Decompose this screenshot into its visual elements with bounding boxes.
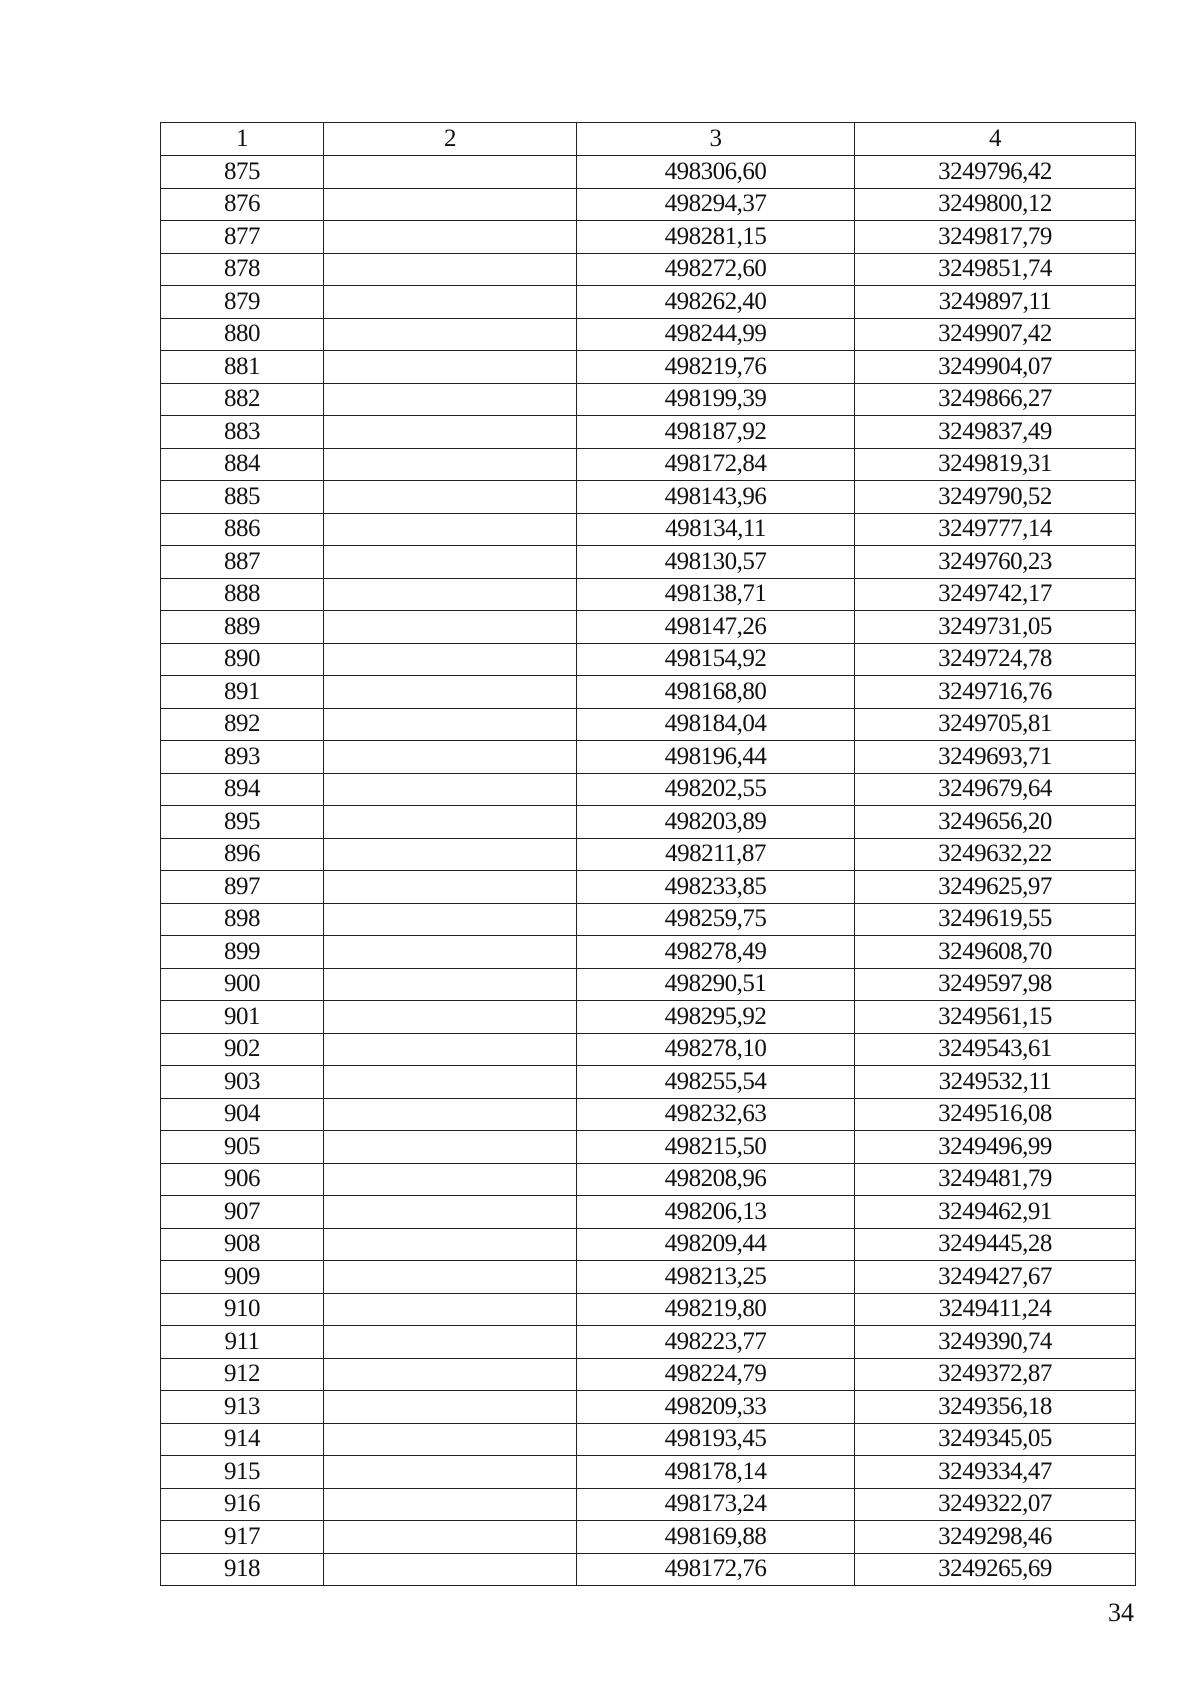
blank-cell xyxy=(324,383,577,416)
y-coordinate-cell: 3249345,05 xyxy=(855,1423,1136,1456)
column-header-1: 1 xyxy=(161,123,324,156)
table-row xyxy=(161,838,1136,871)
point-number-cell: 895 xyxy=(161,806,324,839)
blank-cell xyxy=(324,416,577,449)
point-number-cell: 885 xyxy=(161,481,324,514)
blank-cell xyxy=(324,1033,577,1066)
point-number-cell: 893 xyxy=(161,741,324,774)
table-row xyxy=(161,1358,1136,1391)
point-number-cell: 904 xyxy=(161,1098,324,1131)
x-coordinate-cell: 498219,80 xyxy=(577,1293,855,1326)
x-coordinate-cell: 498172,84 xyxy=(577,448,855,481)
point-number-cell: 881 xyxy=(161,351,324,384)
table-row xyxy=(161,1196,1136,1229)
y-coordinate-cell: 3249897,11 xyxy=(855,286,1136,319)
blank-cell xyxy=(324,903,577,936)
table-row xyxy=(161,806,1136,839)
x-coordinate-cell: 498290,51 xyxy=(577,968,855,1001)
x-coordinate-cell: 498184,04 xyxy=(577,708,855,741)
blank-cell xyxy=(324,253,577,286)
blank-cell xyxy=(324,1261,577,1294)
y-coordinate-cell: 3249411,24 xyxy=(855,1293,1136,1326)
y-coordinate-cell: 3249334,47 xyxy=(855,1456,1136,1489)
blank-cell xyxy=(324,1228,577,1261)
x-coordinate-cell: 498143,96 xyxy=(577,481,855,514)
y-coordinate-cell: 3249693,71 xyxy=(855,741,1136,774)
point-number-cell: 901 xyxy=(161,1001,324,1034)
blank-cell xyxy=(324,1293,577,1326)
x-coordinate-cell: 498224,79 xyxy=(577,1358,855,1391)
point-number-cell: 913 xyxy=(161,1391,324,1424)
y-coordinate-cell: 3249800,12 xyxy=(855,188,1136,221)
column-header-3: 3 xyxy=(577,123,855,156)
table-row xyxy=(161,448,1136,481)
point-number-cell: 883 xyxy=(161,416,324,449)
point-number-cell: 877 xyxy=(161,221,324,254)
blank-cell xyxy=(324,1131,577,1164)
blank-cell xyxy=(324,546,577,579)
x-coordinate-cell: 498196,44 xyxy=(577,741,855,774)
x-coordinate-cell: 498278,10 xyxy=(577,1033,855,1066)
point-number-cell: 896 xyxy=(161,838,324,871)
x-coordinate-cell: 498255,54 xyxy=(577,1066,855,1099)
x-coordinate-cell: 498281,15 xyxy=(577,221,855,254)
table-row xyxy=(161,1326,1136,1359)
y-coordinate-cell: 3249656,20 xyxy=(855,806,1136,839)
x-coordinate-cell: 498244,99 xyxy=(577,318,855,351)
x-coordinate-cell: 498208,96 xyxy=(577,1163,855,1196)
table-row xyxy=(161,286,1136,319)
y-coordinate-cell: 3249543,61 xyxy=(855,1033,1136,1066)
blank-cell xyxy=(324,643,577,676)
blank-cell xyxy=(324,1553,577,1586)
x-coordinate-cell: 498232,63 xyxy=(577,1098,855,1131)
point-number-cell: 910 xyxy=(161,1293,324,1326)
point-number-cell: 909 xyxy=(161,1261,324,1294)
y-coordinate-cell: 3249866,27 xyxy=(855,383,1136,416)
point-number-cell: 916 xyxy=(161,1488,324,1521)
point-number-cell: 888 xyxy=(161,578,324,611)
table-row xyxy=(161,1033,1136,1066)
blank-cell xyxy=(324,1423,577,1456)
page-number: 34 xyxy=(1108,1598,1134,1627)
point-number-cell: 906 xyxy=(161,1163,324,1196)
point-number-cell: 880 xyxy=(161,318,324,351)
point-number-cell: 917 xyxy=(161,1521,324,1554)
point-number-cell: 890 xyxy=(161,643,324,676)
table-row xyxy=(161,351,1136,384)
y-coordinate-cell: 3249516,08 xyxy=(855,1098,1136,1131)
y-coordinate-cell: 3249265,69 xyxy=(855,1553,1136,1586)
y-coordinate-cell: 3249427,67 xyxy=(855,1261,1136,1294)
x-coordinate-cell: 498168,80 xyxy=(577,676,855,709)
y-coordinate-cell: 3249705,81 xyxy=(855,708,1136,741)
point-number-cell: 886 xyxy=(161,513,324,546)
blank-cell xyxy=(324,741,577,774)
y-coordinate-cell: 3249716,76 xyxy=(855,676,1136,709)
table-row xyxy=(161,546,1136,579)
blank-cell xyxy=(324,611,577,644)
y-coordinate-cell: 3249760,23 xyxy=(855,546,1136,579)
x-coordinate-cell: 498199,39 xyxy=(577,383,855,416)
table-row xyxy=(161,1066,1136,1099)
point-number-cell: 912 xyxy=(161,1358,324,1391)
blank-cell xyxy=(324,1326,577,1359)
point-number-cell: 879 xyxy=(161,286,324,319)
blank-cell xyxy=(324,221,577,254)
x-coordinate-cell: 498138,71 xyxy=(577,578,855,611)
table-row xyxy=(161,1131,1136,1164)
table-row xyxy=(161,513,1136,546)
blank-cell xyxy=(324,871,577,904)
x-coordinate-cell: 498259,75 xyxy=(577,903,855,936)
table-row xyxy=(161,1553,1136,1586)
table-row xyxy=(161,1001,1136,1034)
table-row xyxy=(161,871,1136,904)
y-coordinate-cell: 3249481,79 xyxy=(855,1163,1136,1196)
point-number-cell: 878 xyxy=(161,253,324,286)
x-coordinate-cell: 498193,45 xyxy=(577,1423,855,1456)
y-coordinate-cell: 3249796,42 xyxy=(855,156,1136,189)
x-coordinate-cell: 498215,50 xyxy=(577,1131,855,1164)
point-number-cell: 891 xyxy=(161,676,324,709)
table-row xyxy=(161,643,1136,676)
point-number-cell: 898 xyxy=(161,903,324,936)
point-number-cell: 889 xyxy=(161,611,324,644)
x-coordinate-cell: 498206,13 xyxy=(577,1196,855,1229)
point-number-cell: 887 xyxy=(161,546,324,579)
point-number-cell: 915 xyxy=(161,1456,324,1489)
y-coordinate-cell: 3249724,78 xyxy=(855,643,1136,676)
x-coordinate-cell: 498187,92 xyxy=(577,416,855,449)
x-coordinate-cell: 498306,60 xyxy=(577,156,855,189)
point-number-cell: 899 xyxy=(161,936,324,969)
x-coordinate-cell: 498169,88 xyxy=(577,1521,855,1554)
y-coordinate-cell: 3249817,79 xyxy=(855,221,1136,254)
table-row xyxy=(161,1293,1136,1326)
blank-cell xyxy=(324,1098,577,1131)
y-coordinate-cell: 3249625,97 xyxy=(855,871,1136,904)
x-coordinate-cell: 498178,14 xyxy=(577,1456,855,1489)
table-row xyxy=(161,1456,1136,1489)
point-number-cell: 875 xyxy=(161,156,324,189)
x-coordinate-cell: 498233,85 xyxy=(577,871,855,904)
blank-cell xyxy=(324,1066,577,1099)
y-coordinate-cell: 3249298,46 xyxy=(855,1521,1136,1554)
table-row xyxy=(161,318,1136,351)
table-row xyxy=(161,1228,1136,1261)
x-coordinate-cell: 498203,89 xyxy=(577,806,855,839)
x-coordinate-cell: 498209,44 xyxy=(577,1228,855,1261)
y-coordinate-cell: 3249731,05 xyxy=(855,611,1136,644)
y-coordinate-cell: 3249790,52 xyxy=(855,481,1136,514)
point-number-cell: 918 xyxy=(161,1553,324,1586)
point-number-cell: 882 xyxy=(161,383,324,416)
point-number-cell: 914 xyxy=(161,1423,324,1456)
table-row xyxy=(161,188,1136,221)
y-coordinate-cell: 3249597,98 xyxy=(855,968,1136,1001)
blank-cell xyxy=(324,1521,577,1554)
y-coordinate-cell: 3249445,28 xyxy=(855,1228,1136,1261)
blank-cell xyxy=(324,1196,577,1229)
blank-cell xyxy=(324,286,577,319)
point-number-cell: 900 xyxy=(161,968,324,1001)
y-coordinate-cell: 3249777,14 xyxy=(855,513,1136,546)
blank-cell xyxy=(324,1456,577,1489)
table-row xyxy=(161,1261,1136,1294)
y-coordinate-cell: 3249356,18 xyxy=(855,1391,1136,1424)
x-coordinate-cell: 498295,92 xyxy=(577,1001,855,1034)
table-row xyxy=(161,221,1136,254)
table-row xyxy=(161,481,1136,514)
blank-cell xyxy=(324,188,577,221)
y-coordinate-cell: 3249907,42 xyxy=(855,318,1136,351)
y-coordinate-cell: 3249372,87 xyxy=(855,1358,1136,1391)
y-coordinate-cell: 3249837,49 xyxy=(855,416,1136,449)
blank-cell xyxy=(324,676,577,709)
y-coordinate-cell: 3249390,74 xyxy=(855,1326,1136,1359)
x-coordinate-cell: 498219,76 xyxy=(577,351,855,384)
blank-cell xyxy=(324,1488,577,1521)
x-coordinate-cell: 498294,37 xyxy=(577,188,855,221)
blank-cell xyxy=(324,1391,577,1424)
blank-cell xyxy=(324,318,577,351)
table-row xyxy=(161,773,1136,806)
blank-cell xyxy=(324,838,577,871)
column-header-2: 2 xyxy=(324,123,577,156)
y-coordinate-cell: 3249561,15 xyxy=(855,1001,1136,1034)
blank-cell xyxy=(324,448,577,481)
coordinates-table xyxy=(160,122,1136,1586)
blank-cell xyxy=(324,1001,577,1034)
point-number-cell: 894 xyxy=(161,773,324,806)
x-coordinate-cell: 498172,76 xyxy=(577,1553,855,1586)
y-coordinate-cell: 3249904,07 xyxy=(855,351,1136,384)
x-coordinate-cell: 498209,33 xyxy=(577,1391,855,1424)
x-coordinate-cell: 498134,11 xyxy=(577,513,855,546)
table-header xyxy=(161,123,1136,156)
table-row xyxy=(161,416,1136,449)
blank-cell xyxy=(324,351,577,384)
x-coordinate-cell: 498262,40 xyxy=(577,286,855,319)
point-number-cell: 907 xyxy=(161,1196,324,1229)
x-coordinate-cell: 498202,55 xyxy=(577,773,855,806)
y-coordinate-cell: 3249496,99 xyxy=(855,1131,1136,1164)
y-coordinate-cell: 3249619,55 xyxy=(855,903,1136,936)
table-row xyxy=(161,676,1136,709)
point-number-cell: 911 xyxy=(161,1326,324,1359)
table-row xyxy=(161,1423,1136,1456)
x-coordinate-cell: 498272,60 xyxy=(577,253,855,286)
blank-cell xyxy=(324,708,577,741)
column-header-4: 4 xyxy=(855,123,1136,156)
y-coordinate-cell: 3249679,64 xyxy=(855,773,1136,806)
blank-cell xyxy=(324,936,577,969)
blank-cell xyxy=(324,806,577,839)
blank-cell xyxy=(324,578,577,611)
x-coordinate-cell: 498173,24 xyxy=(577,1488,855,1521)
table-row xyxy=(161,611,1136,644)
blank-cell xyxy=(324,156,577,189)
y-coordinate-cell: 3249819,31 xyxy=(855,448,1136,481)
point-number-cell: 876 xyxy=(161,188,324,221)
blank-cell xyxy=(324,513,577,546)
x-coordinate-cell: 498213,25 xyxy=(577,1261,855,1294)
table-row xyxy=(161,968,1136,1001)
x-coordinate-cell: 498130,57 xyxy=(577,546,855,579)
table-row xyxy=(161,578,1136,611)
blank-cell xyxy=(324,1358,577,1391)
table-row xyxy=(161,936,1136,969)
table-row xyxy=(161,1391,1136,1424)
table-row xyxy=(161,383,1136,416)
header-row xyxy=(161,123,1136,156)
table-row xyxy=(161,1098,1136,1131)
x-coordinate-cell: 498154,92 xyxy=(577,643,855,676)
y-coordinate-cell: 3249532,11 xyxy=(855,1066,1136,1099)
y-coordinate-cell: 3249608,70 xyxy=(855,936,1136,969)
point-number-cell: 897 xyxy=(161,871,324,904)
y-coordinate-cell: 3249322,07 xyxy=(855,1488,1136,1521)
x-coordinate-cell: 498147,26 xyxy=(577,611,855,644)
blank-cell xyxy=(324,968,577,1001)
table-row xyxy=(161,253,1136,286)
table-row xyxy=(161,1163,1136,1196)
blank-cell xyxy=(324,481,577,514)
point-number-cell: 908 xyxy=(161,1228,324,1261)
table-row xyxy=(161,1521,1136,1554)
point-number-cell: 905 xyxy=(161,1131,324,1164)
point-number-cell: 884 xyxy=(161,448,324,481)
point-number-cell: 892 xyxy=(161,708,324,741)
y-coordinate-cell: 3249851,74 xyxy=(855,253,1136,286)
table-row xyxy=(161,156,1136,189)
table-body xyxy=(161,156,1136,1586)
point-number-cell: 903 xyxy=(161,1066,324,1099)
y-coordinate-cell: 3249632,22 xyxy=(855,838,1136,871)
table-row xyxy=(161,903,1136,936)
table-row xyxy=(161,741,1136,774)
y-coordinate-cell: 3249742,17 xyxy=(855,578,1136,611)
blank-cell xyxy=(324,773,577,806)
y-coordinate-cell: 3249462,91 xyxy=(855,1196,1136,1229)
x-coordinate-cell: 498211,87 xyxy=(577,838,855,871)
blank-cell xyxy=(324,1163,577,1196)
point-number-cell: 902 xyxy=(161,1033,324,1066)
table-row xyxy=(161,708,1136,741)
x-coordinate-cell: 498278,49 xyxy=(577,936,855,969)
x-coordinate-cell: 498223,77 xyxy=(577,1326,855,1359)
table-row xyxy=(161,1488,1136,1521)
